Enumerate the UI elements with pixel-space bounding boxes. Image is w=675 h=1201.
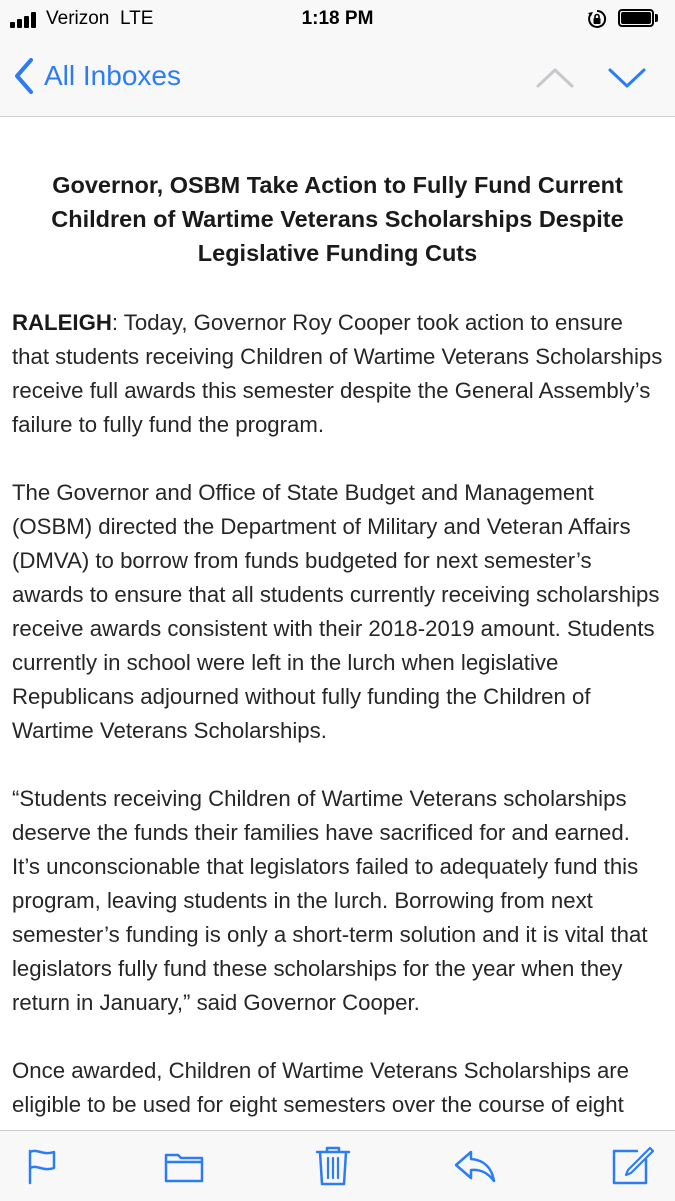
- compose-button[interactable]: [610, 1143, 654, 1187]
- bottom-toolbar: [0, 1130, 675, 1201]
- next-message-button[interactable]: [605, 58, 649, 98]
- paragraph-1-text: : Today, Governor Roy Cooper took action to ensure that students receiving Children of Wartime Veterans Scholarships receive full awards this semester despite the General Assembly’s failure to fully fund the program.: [12, 310, 663, 437]
- email-body: [12, 116, 663, 1130]
- battery-icon: [618, 9, 658, 27]
- delete-button[interactable]: [311, 1143, 355, 1187]
- paragraph-1: [12, 306, 663, 442]
- navigation-bar: [0, 40, 675, 116]
- rotation-lock-icon: [587, 9, 607, 29]
- chevron-down-icon: [605, 58, 649, 98]
- chevron-left-icon: [12, 56, 36, 96]
- back-label: All Inboxes: [44, 60, 181, 91]
- compose-icon: [610, 1143, 654, 1187]
- network-type: LTE: [119, 8, 154, 29]
- trash-icon: [311, 1143, 355, 1187]
- status-time: 1:18 PM: [301, 8, 374, 29]
- flag-icon: [20, 1143, 64, 1187]
- folder-icon: [162, 1143, 206, 1187]
- status-bar: [0, 0, 675, 40]
- carrier-name: Verizon: [46, 8, 110, 29]
- move-to-folder-button[interactable]: [162, 1143, 206, 1187]
- chevron-up-icon: [533, 58, 577, 98]
- email-headline: Governor, OSBM Take Action to Fully Fund Current Children of Wartime Veterans Scholarships Despite Legislative Funding Cuts: [51, 172, 624, 266]
- reply-icon: [453, 1143, 497, 1187]
- back-to-all-inboxes-button[interactable]: [12, 54, 181, 98]
- previous-message-button[interactable]: [533, 58, 577, 98]
- paragraph-2: The Governor and Office of State Budget and Management (OSBM) directed the Department of Military and Veteran Affairs (DMVA) to borrow from funds budgeted for next semester’s awards to ensure that all students currently receiving scholarships receive awards consistent with their 2018-2019 amount. Students currently in school were left in the lurch when legislative Republicans adjourned without fully funding the Children of Wartime Veterans Scholarships.: [12, 480, 660, 743]
- paragraph-4: Once awarded, Children of Wartime Veterans Scholarships are eligible to be used for eight semesters over the course of eight: [12, 1058, 630, 1117]
- flag-button[interactable]: [20, 1143, 64, 1187]
- dateline: RALEIGH: [12, 310, 112, 335]
- top-bar: [0, 0, 675, 117]
- reply-button[interactable]: [453, 1143, 497, 1187]
- paragraph-3: “Students receiving Children of Wartime Veterans scholarships deserve the funds their families have sacrificed for and earned. It’s unconscionable that legislators failed to adequately fund this program, leaving students in the lurch. Borrowing from next semester’s funding is only a short-term solution and it is vital that legislators fully fund these scholarships for the year when they return in January,” said Governor Cooper.: [12, 786, 648, 1015]
